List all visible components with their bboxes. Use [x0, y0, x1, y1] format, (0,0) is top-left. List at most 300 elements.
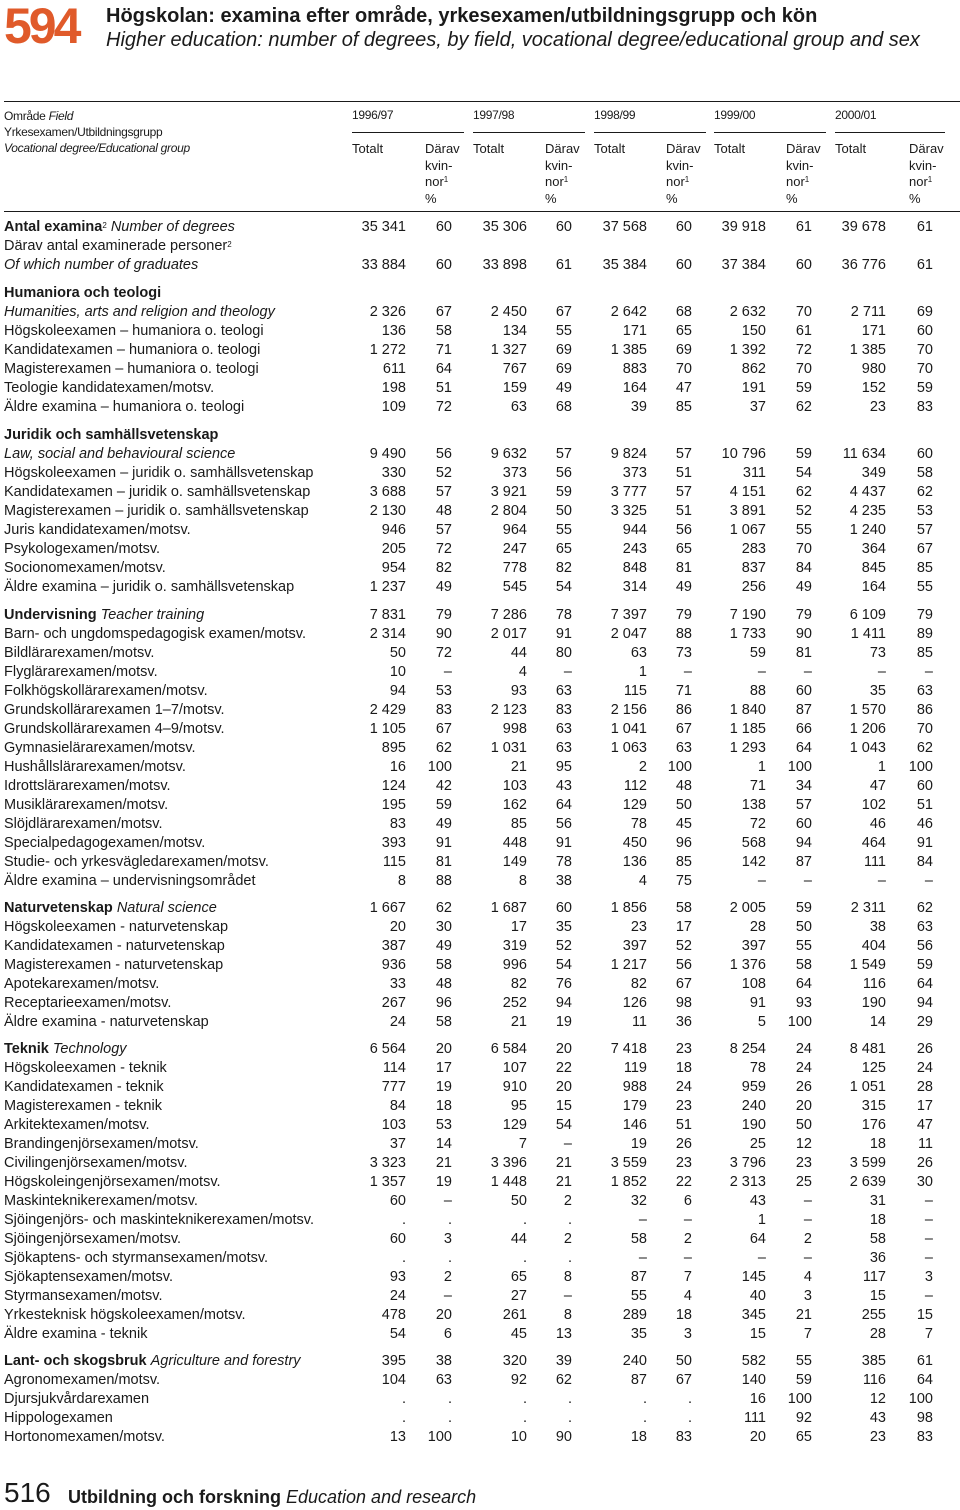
total-cell: 848 — [622, 560, 647, 576]
total-cell: 450 — [622, 835, 647, 851]
total-cell: 23 — [869, 399, 886, 415]
total-cell: 385 — [861, 1353, 886, 1369]
women-percent-cell: 3 — [443, 1231, 452, 1247]
women-percent-cell: 83 — [675, 1429, 692, 1445]
women-percent-cell: 25 — [795, 1174, 812, 1190]
women-percent-cell: . — [567, 1391, 572, 1407]
total-cell: 35 — [630, 1326, 647, 1342]
footer-section-sv: Utbildning och forskning — [68, 1487, 281, 1507]
total-cell: 1 — [757, 1212, 766, 1228]
women-percent-cell: 50 — [795, 1117, 812, 1133]
total-cell: 17 — [510, 919, 527, 935]
total-cell: 2 313 — [729, 1174, 766, 1190]
total-cell: 4 437 — [849, 484, 886, 500]
total-cell: 1 840 — [729, 702, 766, 718]
women-percent-cell: 62 — [916, 740, 933, 756]
total-cell: 1 667 — [369, 900, 406, 916]
header-bottom-rule — [4, 211, 960, 212]
women-percent-cell: 60 — [435, 219, 452, 235]
total-cell: 149 — [502, 854, 527, 870]
women-percent-cell: – — [563, 1288, 572, 1304]
total-cell: . — [401, 1212, 406, 1228]
total-cell: 43 — [749, 1193, 766, 1209]
women-percent-cell: – — [563, 1136, 572, 1152]
total-cell: 478 — [381, 1307, 406, 1323]
women-percent-cell: 55 — [555, 522, 572, 538]
women-percent-cell: 94 — [795, 835, 812, 851]
total-cell: 37 568 — [602, 219, 647, 235]
women-percent-cell: 72 — [435, 541, 452, 557]
women-percent-cell: 3 — [683, 1326, 692, 1342]
total-cell: – — [638, 1250, 647, 1266]
women-percent-cell: 72 — [435, 645, 452, 661]
total-cell: 205 — [381, 541, 406, 557]
total-cell: 179 — [622, 1098, 647, 1114]
women-percent-cell: 52 — [555, 938, 572, 954]
total-cell: 778 — [502, 560, 527, 576]
row-label: Brandingenjörsexamen/motsv. — [4, 1136, 199, 1152]
table-row — [0, 1371, 960, 1390]
women-percent-cell: 2 — [803, 1231, 812, 1247]
women-percent-cell: 24 — [795, 1060, 812, 1076]
row-label: Specialpedagogexamen/motsv. — [4, 835, 206, 851]
total-cell: 93 — [389, 1269, 406, 1285]
total-cell: 176 — [861, 1117, 886, 1133]
row-label: Kandidatexamen – humaniora o. teologi — [4, 342, 261, 358]
women-percent-cell: – — [924, 1250, 933, 1266]
total-cell: 116 — [862, 976, 886, 992]
women-percent-cell: 96 — [435, 995, 452, 1011]
total-cell: 1 — [877, 759, 886, 775]
total-cell: 102 — [861, 797, 886, 813]
total-cell: 5 — [757, 1014, 766, 1030]
total-cell: 33 898 — [482, 257, 527, 273]
women-percent-cell: 35 — [555, 919, 572, 935]
table-row — [0, 625, 960, 644]
total-cell: 87 — [630, 1372, 647, 1388]
women-percent-cell: 4 — [683, 1288, 692, 1304]
total-cell: 50 — [510, 1193, 527, 1209]
total-cell: . — [642, 1391, 647, 1407]
total-cell: 39 918 — [721, 219, 766, 235]
women-percent-cell: 57 — [795, 797, 812, 813]
total-cell: 164 — [861, 579, 886, 595]
total-cell: 1 385 — [849, 342, 886, 358]
total-cell: . — [401, 1391, 406, 1407]
total-cell: 152 — [861, 380, 886, 396]
total-column-header: Totalt — [594, 141, 626, 156]
year-header: 1999/00 — [714, 108, 756, 122]
women-percent-cell: 70 — [795, 304, 812, 320]
total-cell: 20 — [389, 919, 406, 935]
total-cell: 1 — [757, 759, 766, 775]
women-percent-cell: 4 — [803, 1269, 812, 1285]
women-percent-cell: 51 — [435, 380, 452, 396]
total-cell: 1 031 — [490, 740, 527, 756]
table-row — [0, 606, 960, 625]
women-percent-cell: 55 — [795, 938, 812, 954]
total-cell: 134 — [502, 323, 527, 339]
total-cell: – — [757, 1250, 766, 1266]
total-cell: 1 105 — [369, 721, 406, 737]
total-cell: 8 481 — [849, 1041, 886, 1057]
table-row — [0, 218, 960, 237]
total-cell: 8 254 — [729, 1041, 766, 1057]
table-row — [0, 815, 960, 834]
women-percent-cell: 54 — [555, 957, 572, 973]
table-row — [0, 937, 960, 956]
total-column-header: Totalt — [352, 141, 384, 156]
table-row — [0, 502, 960, 521]
total-cell: 119 — [623, 1060, 647, 1076]
year-rule — [835, 132, 945, 133]
women-percent-cell: 23 — [675, 1098, 692, 1114]
women-percent-cell: 60 — [675, 257, 692, 273]
women-percent-cell: 22 — [555, 1060, 572, 1076]
total-cell: 23 — [869, 1429, 886, 1445]
women-percent-cell: 60 — [916, 446, 933, 462]
women-percent-cell: 59 — [916, 957, 933, 973]
women-percent-cell: 50 — [795, 919, 812, 935]
women-percent-cell: – — [683, 664, 692, 680]
women-percent-cell: 60 — [675, 219, 692, 235]
women-percent-cell: 63 — [675, 740, 692, 756]
total-cell: 9 632 — [490, 446, 527, 462]
total-cell: 190 — [741, 1117, 766, 1133]
women-percent-cell: 67 — [435, 721, 452, 737]
women-percent-cell: 67 — [675, 721, 692, 737]
table-row — [0, 720, 960, 739]
total-cell: 936 — [381, 957, 406, 973]
women-percent-cell: 26 — [795, 1079, 812, 1095]
women-percent-cell: 83 — [916, 1429, 933, 1445]
women-percent-cell: 75 — [675, 873, 692, 889]
row-label: Hippologexamen — [4, 1410, 113, 1426]
women-percent-cell: 93 — [795, 995, 812, 1011]
women-percent-cell: 63 — [555, 683, 572, 699]
total-cell: 18 — [630, 1429, 647, 1445]
total-cell: 582 — [741, 1353, 766, 1369]
row-label: Teologie kandidatexamen/motsv. — [4, 380, 215, 396]
table-row — [0, 341, 960, 360]
total-column-header: Totalt — [714, 141, 746, 156]
women-percent-cell: 20 — [795, 1098, 812, 1114]
total-cell: 311 — [742, 465, 766, 481]
total-cell: 58 — [869, 1231, 886, 1247]
total-cell: 35 — [869, 683, 886, 699]
row-label: Apotekarexamen/motsv. — [4, 976, 160, 992]
women-percent-cell: 46 — [916, 816, 933, 832]
row-label: Magisterexamen – juridik o. samhällsvetenskap — [4, 503, 309, 519]
women-percent-cell: 18 — [675, 1060, 692, 1076]
row-label: Magisterexamen - naturvetenskap — [4, 957, 224, 973]
women-percent-cell: 26 — [675, 1136, 692, 1152]
header-vocational-sv: Yrkesexamen/Utbildningsgrupp — [4, 125, 163, 139]
total-cell: 3 325 — [610, 503, 647, 519]
women-percent-cell: 20 — [435, 1041, 452, 1057]
women-percent-cell: 50 — [675, 1353, 692, 1369]
women-percent-cell: 56 — [675, 522, 692, 538]
total-cell: 883 — [622, 361, 647, 377]
total-cell: 93 — [510, 683, 527, 699]
year-rule — [714, 132, 826, 133]
total-cell: 35 306 — [482, 219, 527, 235]
women-percent-cell: . — [567, 1250, 572, 1266]
total-cell: 94 — [389, 683, 406, 699]
total-cell: 84 — [389, 1098, 406, 1114]
total-cell: 393 — [381, 835, 406, 851]
row-label: Arkitektexamen/motsv. — [4, 1117, 150, 1133]
women-percent-cell: 59 — [795, 1372, 812, 1388]
women-percent-cell: 84 — [916, 854, 933, 870]
women-percent-cell: 63 — [916, 683, 933, 699]
total-cell: 46 — [869, 816, 886, 832]
women-percent-cell: 55 — [795, 1353, 812, 1369]
total-cell: 44 — [510, 645, 527, 661]
row-label: Hortonomexamen/motsv. — [4, 1429, 165, 1445]
total-cell: 35 384 — [602, 257, 647, 273]
women-percent-cell: 59 — [795, 900, 812, 916]
women-percent-cell: 88 — [435, 873, 452, 889]
women-percent-cell: 49 — [435, 579, 452, 595]
total-cell: 448 — [502, 835, 527, 851]
total-cell: 146 — [622, 1117, 647, 1133]
total-cell: 103 — [502, 778, 527, 794]
women-percent-cell: 64 — [435, 361, 452, 377]
total-cell: 36 — [869, 1250, 886, 1266]
women-percent-cell: 86 — [916, 702, 933, 718]
row-label: Psykologexamen/motsv. — [4, 541, 161, 557]
year-rule — [473, 132, 585, 133]
women-percent-cell: . — [567, 1410, 572, 1426]
table-row — [0, 521, 960, 540]
women-percent-cell: 60 — [916, 778, 933, 794]
total-cell: 85 — [510, 816, 527, 832]
women-percent-cell: 38 — [555, 873, 572, 889]
women-percent-cell: 47 — [675, 380, 692, 396]
total-cell: 91 — [749, 995, 766, 1011]
total-cell: 1 327 — [490, 342, 527, 358]
women-percent-cell: 62 — [795, 484, 812, 500]
table-row — [0, 853, 960, 872]
women-percent-cell: 7 — [803, 1326, 812, 1342]
total-cell: 117 — [862, 1269, 886, 1285]
total-cell: . — [642, 1410, 647, 1426]
women-percent-cell: 60 — [795, 257, 812, 273]
row-label: Of which number of graduates — [4, 257, 199, 273]
total-cell: 1 293 — [729, 740, 766, 756]
women-percent-cell: . — [447, 1391, 452, 1407]
table-row — [0, 1173, 960, 1192]
total-cell: 190 — [861, 995, 886, 1011]
women-percent-cell: 47 — [916, 1117, 933, 1133]
women-percent-cell: 70 — [795, 361, 812, 377]
total-cell: 140 — [741, 1372, 766, 1388]
women-percent-cell: 67 — [675, 976, 692, 992]
women-percent-cell: 64 — [916, 976, 933, 992]
total-cell: 6 584 — [490, 1041, 527, 1057]
table-row — [0, 1078, 960, 1097]
total-cell: 3 396 — [490, 1155, 527, 1171]
total-cell: 7 397 — [610, 607, 647, 623]
total-cell: 777 — [381, 1079, 406, 1095]
women-percent-cell: 70 — [916, 721, 933, 737]
table-row — [0, 1097, 960, 1116]
women-percent-cell: 72 — [435, 399, 452, 415]
year-header: 2000/01 — [835, 108, 877, 122]
table-row — [0, 540, 960, 559]
women-percent-cell: 49 — [795, 579, 812, 595]
women-percent-cell: 98 — [675, 995, 692, 1011]
table-row — [0, 1325, 960, 1344]
women-percent-cell: 20 — [555, 1041, 572, 1057]
total-cell: 35 341 — [361, 219, 406, 235]
table-row — [0, 1059, 960, 1078]
table-row — [0, 1352, 960, 1371]
total-cell: 910 — [502, 1079, 527, 1095]
women-percent-cell: 87 — [795, 702, 812, 718]
total-cell: 1 185 — [729, 721, 766, 737]
women-percent-cell: 61 — [555, 257, 572, 273]
total-cell: 39 — [630, 399, 647, 415]
women-percent-column-header: Därav kvin- nor$^1$ % — [666, 141, 701, 206]
table-row — [0, 1013, 960, 1032]
women-percent-cell: 54 — [555, 579, 572, 595]
women-percent-cell: – — [563, 664, 572, 680]
total-cell: 996 — [502, 957, 527, 973]
total-cell: 115 — [623, 683, 647, 699]
total-cell: 4 — [638, 873, 647, 889]
total-cell: 255 — [861, 1307, 886, 1323]
women-percent-cell: 56 — [435, 446, 452, 462]
women-percent-cell: 98 — [916, 1410, 933, 1426]
total-cell: 1 067 — [729, 522, 766, 538]
women-percent-cell: 62 — [555, 1372, 572, 1388]
table-row — [0, 777, 960, 796]
total-cell: 18 — [869, 1212, 886, 1228]
women-percent-cell: 90 — [555, 1429, 572, 1445]
women-percent-cell: 19 — [435, 1079, 452, 1095]
women-percent-cell: 14 — [435, 1136, 452, 1152]
total-cell: 10 796 — [721, 446, 766, 462]
total-cell: 111 — [743, 1410, 766, 1426]
total-cell: 1 856 — [610, 900, 647, 916]
total-cell: 845 — [861, 560, 886, 576]
table-row — [0, 559, 960, 578]
women-percent-cell: 69 — [555, 361, 572, 377]
total-cell: 28 — [749, 919, 766, 935]
women-percent-cell: 18 — [435, 1098, 452, 1114]
women-percent-cell: 29 — [916, 1014, 933, 1030]
row-label: Högskoleingenjörsexamen/motsv. — [4, 1174, 221, 1190]
total-cell: 60 — [389, 1231, 406, 1247]
row-label: Grundskollärarexamen 1–7/motsv. — [4, 702, 225, 718]
total-cell: 44 — [510, 1231, 527, 1247]
women-percent-cell: 100 — [787, 759, 812, 775]
women-percent-cell: 100 — [427, 1429, 452, 1445]
total-cell: 20 — [749, 1429, 766, 1445]
women-percent-cell: 58 — [675, 900, 692, 916]
row-label: Därav antal examinerade personer$^2$ — [4, 238, 232, 254]
women-percent-cell: 87 — [795, 854, 812, 870]
total-cell: 3 323 — [369, 1155, 406, 1171]
total-cell: 3 796 — [729, 1155, 766, 1171]
row-label: Slöjdlärarexamen/motsv. — [4, 816, 163, 832]
total-cell: . — [522, 1391, 527, 1407]
women-percent-cell: 70 — [675, 361, 692, 377]
women-percent-cell: 58 — [435, 957, 452, 973]
total-cell: 24 — [389, 1288, 406, 1304]
women-percent-cell: 95 — [555, 759, 572, 775]
women-percent-cell: 67 — [555, 304, 572, 320]
total-cell: 1 376 — [729, 957, 766, 973]
women-percent-cell: 79 — [675, 607, 692, 623]
women-percent-cell: 57 — [555, 446, 572, 462]
row-label: Djursjukvårdarexamen — [4, 1391, 150, 1407]
women-percent-cell: 38 — [435, 1353, 452, 1369]
women-percent-cell: 63 — [555, 721, 572, 737]
row-label: Kandidatexamen – juridik o. samhällsvetenskap — [4, 484, 311, 500]
women-percent-cell: 26 — [916, 1041, 933, 1057]
table-row — [0, 398, 960, 417]
women-percent-cell: 92 — [795, 1410, 812, 1426]
total-cell: 4 — [518, 664, 527, 680]
women-percent-cell: 21 — [795, 1307, 812, 1323]
row-label: Högskoleexamen – juridik o. samhällsvetenskap — [4, 465, 314, 481]
row-label: Äldre examina - naturvetenskap — [4, 1014, 209, 1030]
total-cell: 2 429 — [369, 702, 406, 718]
total-cell: 1 385 — [610, 342, 647, 358]
table-row — [0, 237, 960, 256]
women-percent-cell: 60 — [916, 323, 933, 339]
row-label: Äldre examina - teknik — [4, 1326, 148, 1342]
total-cell: 10 — [510, 1429, 527, 1445]
total-cell: . — [522, 1410, 527, 1426]
year-header: 1997/98 — [473, 108, 515, 122]
women-percent-cell: 83 — [435, 702, 452, 718]
table-row — [0, 796, 960, 815]
total-cell: 2 311 — [850, 900, 886, 916]
women-percent-cell: 15 — [555, 1098, 572, 1114]
total-cell: 3 921 — [490, 484, 527, 500]
footer-section — [68, 1486, 476, 1508]
total-cell: 36 776 — [841, 257, 886, 273]
table-row — [0, 899, 960, 918]
women-percent-cell: . — [687, 1410, 692, 1426]
total-cell: 125 — [861, 1060, 886, 1076]
table-row — [0, 663, 960, 682]
header-field-sv: Område — [4, 109, 46, 123]
women-percent-cell: – — [924, 664, 933, 680]
header-field-line — [4, 108, 190, 124]
row-label: Civilingenjörsexamen/motsv. — [4, 1155, 188, 1171]
total-cell: 240 — [622, 1353, 647, 1369]
women-percent-cell: 55 — [916, 579, 933, 595]
total-cell: 92 — [510, 1372, 527, 1388]
row-label: Idrottslärarexamen/motsv. — [4, 778, 171, 794]
table-row — [0, 1135, 960, 1154]
table-row — [0, 1306, 960, 1325]
women-percent-cell: 62 — [435, 900, 452, 916]
women-percent-cell: 69 — [675, 342, 692, 358]
women-percent-cell: 23 — [795, 1155, 812, 1171]
women-percent-cell: 56 — [916, 938, 933, 954]
total-cell: 37 — [749, 399, 766, 415]
total-cell: 2 156 — [610, 702, 647, 718]
women-percent-cell: 3 — [803, 1288, 812, 1304]
women-percent-cell: 79 — [795, 607, 812, 623]
women-percent-cell: – — [443, 664, 452, 680]
